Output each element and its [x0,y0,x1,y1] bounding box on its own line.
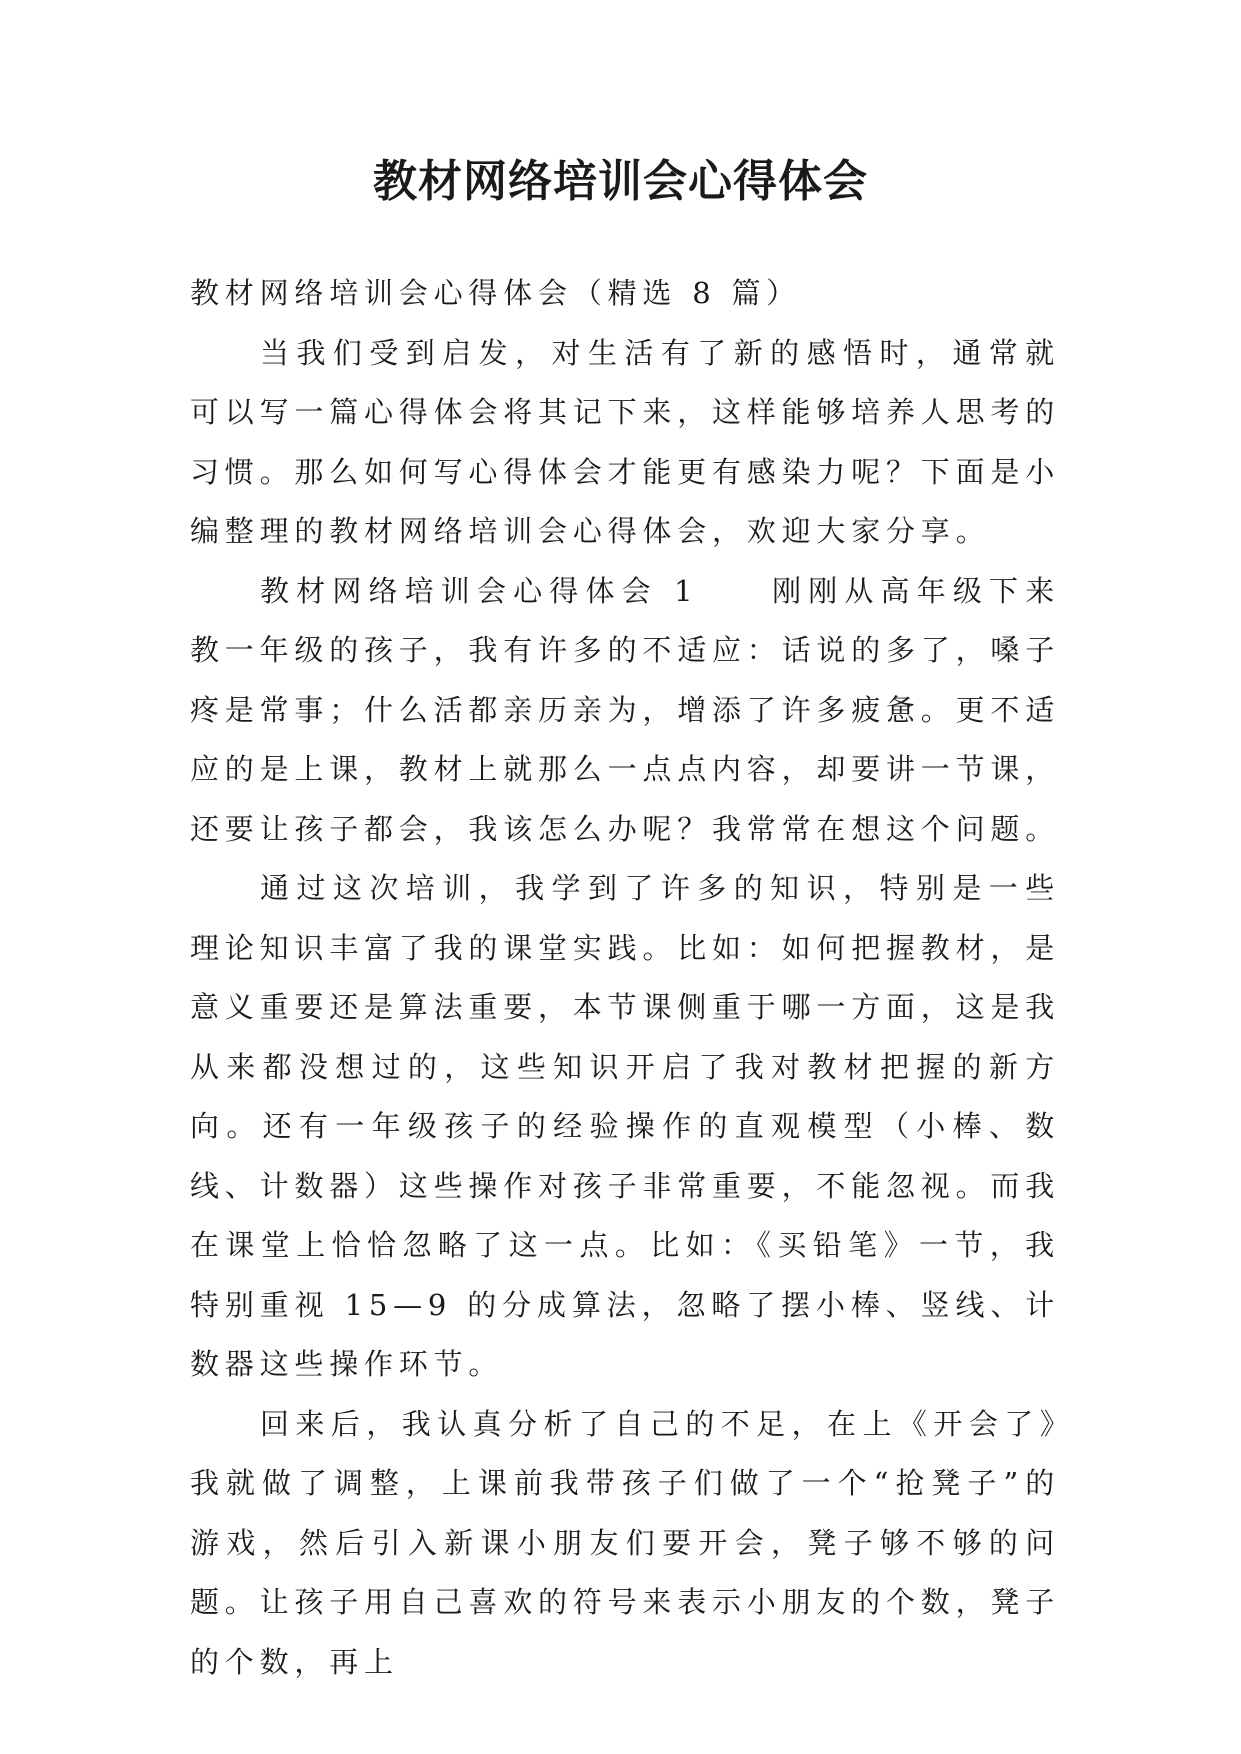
document-body [190,264,1060,1692]
document-subtitle: 教材网络培训会心得体会（精选 8 篇） [190,276,802,310]
paragraph-intro: 当我们受到启发，对生活有了新的感悟时，通常就可以写一篇心得体会将其记下来，这样能够培养人思考的习惯。那么如何写心得体会才能更有感染力呢？下面是小编整理的教材网络培训会心得体会，欢迎大家分享。 [190,335,1061,548]
paragraph-1: 教材网络培训会心得体会 1 刚刚从高年级下来教一年级的孩子，我有许多的不适应：话说的多了，嗓子疼是常事；什么活都亲历亲为，增添了许多疲惫。更不适应的是上课，教材上就那么一点点内容，却要讲一节课，还要让孩子都会，我该怎么办呢？我常常在想这个问题。 [190,573,1061,846]
paragraph-2: 通过这次培训，我学到了许多的知识，特别是一些理论知识丰富了我的课堂实践。比如：如何把握教材，是意义重要还是算法重要，本节课侧重于哪一方面，这是我从来都没想过的，这些知识开启了我对教材把握的新方向。还有一年级孩子的经验操作的直观模型（小棒、数线、计数器）这些操作对孩子非常重要，不能忽视。而我在课堂上恰恰忽略了这一点。比如：《买铅笔》一节，我特别重视 15—9 的分成算法，忽略了摆小棒、竖线、计数器这些操作环节。 [190,871,1061,1381]
paragraph-3: 回来后，我认真分析了自己的不足，在上《开会了》我就做了调整，上课前我带孩子们做了一个“抢凳子”的游戏，然后引入新课小朋友们要开会，凳子够不够的问题。让孩子用自己喜欢的符号来表示小朋友的个数，凳子的个数，再上 [190,1406,1061,1679]
document-title: 教材网络培训会心得体会 [373,156,868,207]
